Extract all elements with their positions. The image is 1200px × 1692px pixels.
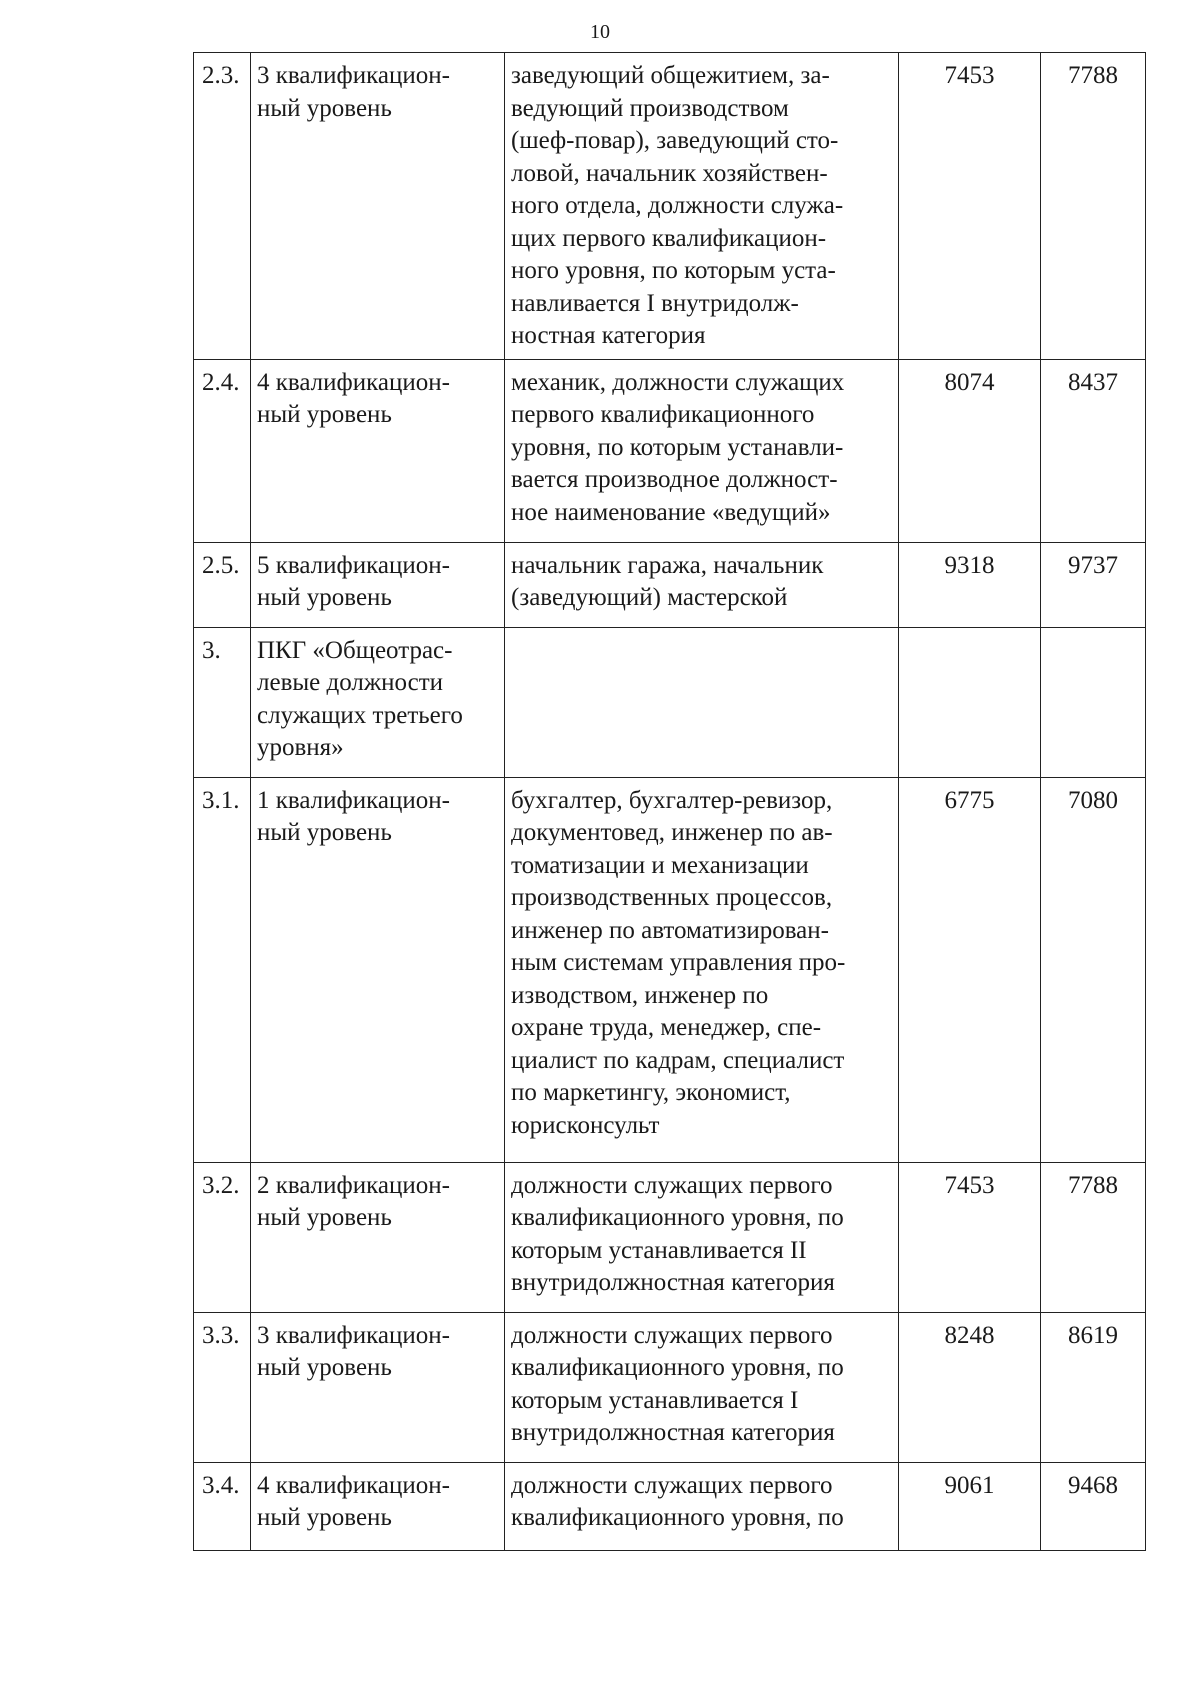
row-number: 2.4. [194, 359, 251, 542]
qualification-level-text: 2 квалификацион- ный уровень [257, 1171, 450, 1231]
page-number: 10 [590, 21, 610, 43]
table-row [194, 542, 1146, 627]
qualification-level [251, 359, 505, 542]
positions-list-text: должности служащих первого квалификационного уровня, по [511, 1471, 844, 1531]
positions-list-text: должности служащих первого квалификационного уровня, по которым устанавливается I внутридолжностная категория [511, 1321, 844, 1446]
salary-value-2: 8437 [1041, 359, 1146, 542]
qualification-level-text: 5 квалификацион- ный уровень [257, 551, 450, 611]
table-row [194, 1312, 1146, 1462]
positions-list [505, 359, 899, 542]
table-row [194, 53, 1146, 360]
positions-list [505, 777, 899, 1162]
positions-list-text: механик, должности служащих первого квалификационного уровня, по которым устанавли- вается производное должност- ное наименование «ведущий» [511, 368, 845, 526]
table-row [194, 627, 1146, 777]
qualification-level [251, 1462, 505, 1550]
salary-value-2: 7080 [1041, 777, 1146, 1162]
positions-list [505, 627, 899, 777]
positions-list [505, 1462, 899, 1550]
positions-list-text: начальник гаража, начальник (заведующий) мастерской [511, 551, 824, 611]
salary-value-2 [1041, 627, 1146, 777]
positions-list [505, 1312, 899, 1462]
qualification-level [251, 53, 505, 360]
salary-value-1: 8248 [899, 1312, 1041, 1462]
qualification-level [251, 1162, 505, 1312]
row-number: 3.1. [194, 777, 251, 1162]
row-number: 3. [194, 627, 251, 777]
salary-table [193, 52, 1146, 1551]
salary-value-1: 9318 [899, 542, 1041, 627]
positions-list-text: бухгалтер, бухгалтер-ревизор, документовед, инженер по ав- томатизации и механизации производственных процессов, инженер по автоматизирован- ным системам управления про- изводством, инженер по охране труда, менеджер, спе- циалист по кадрам, специалист по маркетингу, экономист, юрисконсульт [511, 786, 846, 1139]
row-number: 2.5. [194, 542, 251, 627]
qualification-level [251, 1312, 505, 1462]
qualification-group-text: ПКГ «Общеотрас- левые должности служащих третьего уровня» [257, 636, 463, 761]
row-number: 3.2. [194, 1162, 251, 1312]
positions-list [505, 1162, 899, 1312]
row-number: 2.3. [194, 53, 251, 360]
qualification-level [251, 542, 505, 627]
row-number: 3.4. [194, 1462, 251, 1550]
qualification-level-text: 3 квалификацион- ный уровень [257, 62, 450, 122]
table-row [194, 777, 1146, 1162]
salary-value-2: 8619 [1041, 1312, 1146, 1462]
positions-list-text: заведующий общежитием, за- ведующий производством (шеф-повар), заведующий сто- ловой, начальник хозяйствен- ного отдела, должности служа- щих первого квалификацион- ного уровня, по которым уста- навливается I внутридолж- ностная категория [511, 62, 844, 349]
salary-value-1: 7453 [899, 53, 1041, 360]
qualification-level-text: 1 квалификацион- ный уровень [257, 786, 450, 846]
qualification-group [251, 627, 505, 777]
table-row [194, 1462, 1146, 1550]
qualification-level-text: 4 квалификацион- ный уровень [257, 1471, 450, 1531]
salary-value-1: 7453 [899, 1162, 1041, 1312]
salary-value-1: 9061 [899, 1462, 1041, 1550]
salary-value-2: 7788 [1041, 53, 1146, 360]
positions-list [505, 542, 899, 627]
table-row [194, 1162, 1146, 1312]
row-number: 3.3. [194, 1312, 251, 1462]
salary-value-1: 6775 [899, 777, 1041, 1162]
positions-list-text: должности служащих первого квалификационного уровня, по которым устанавливается II внутридолжностная категория [511, 1171, 844, 1296]
salary-value-1 [899, 627, 1041, 777]
table-row [194, 359, 1146, 542]
positions-list [505, 53, 899, 360]
salary-value-2: 7788 [1041, 1162, 1146, 1312]
salary-value-2: 9468 [1041, 1462, 1146, 1550]
qualification-level-text: 4 квалификацион- ный уровень [257, 368, 450, 428]
qualification-level-text: 3 квалификацион- ный уровень [257, 1321, 450, 1381]
salary-value-1: 8074 [899, 359, 1041, 542]
salary-value-2: 9737 [1041, 542, 1146, 627]
qualification-level [251, 777, 505, 1162]
